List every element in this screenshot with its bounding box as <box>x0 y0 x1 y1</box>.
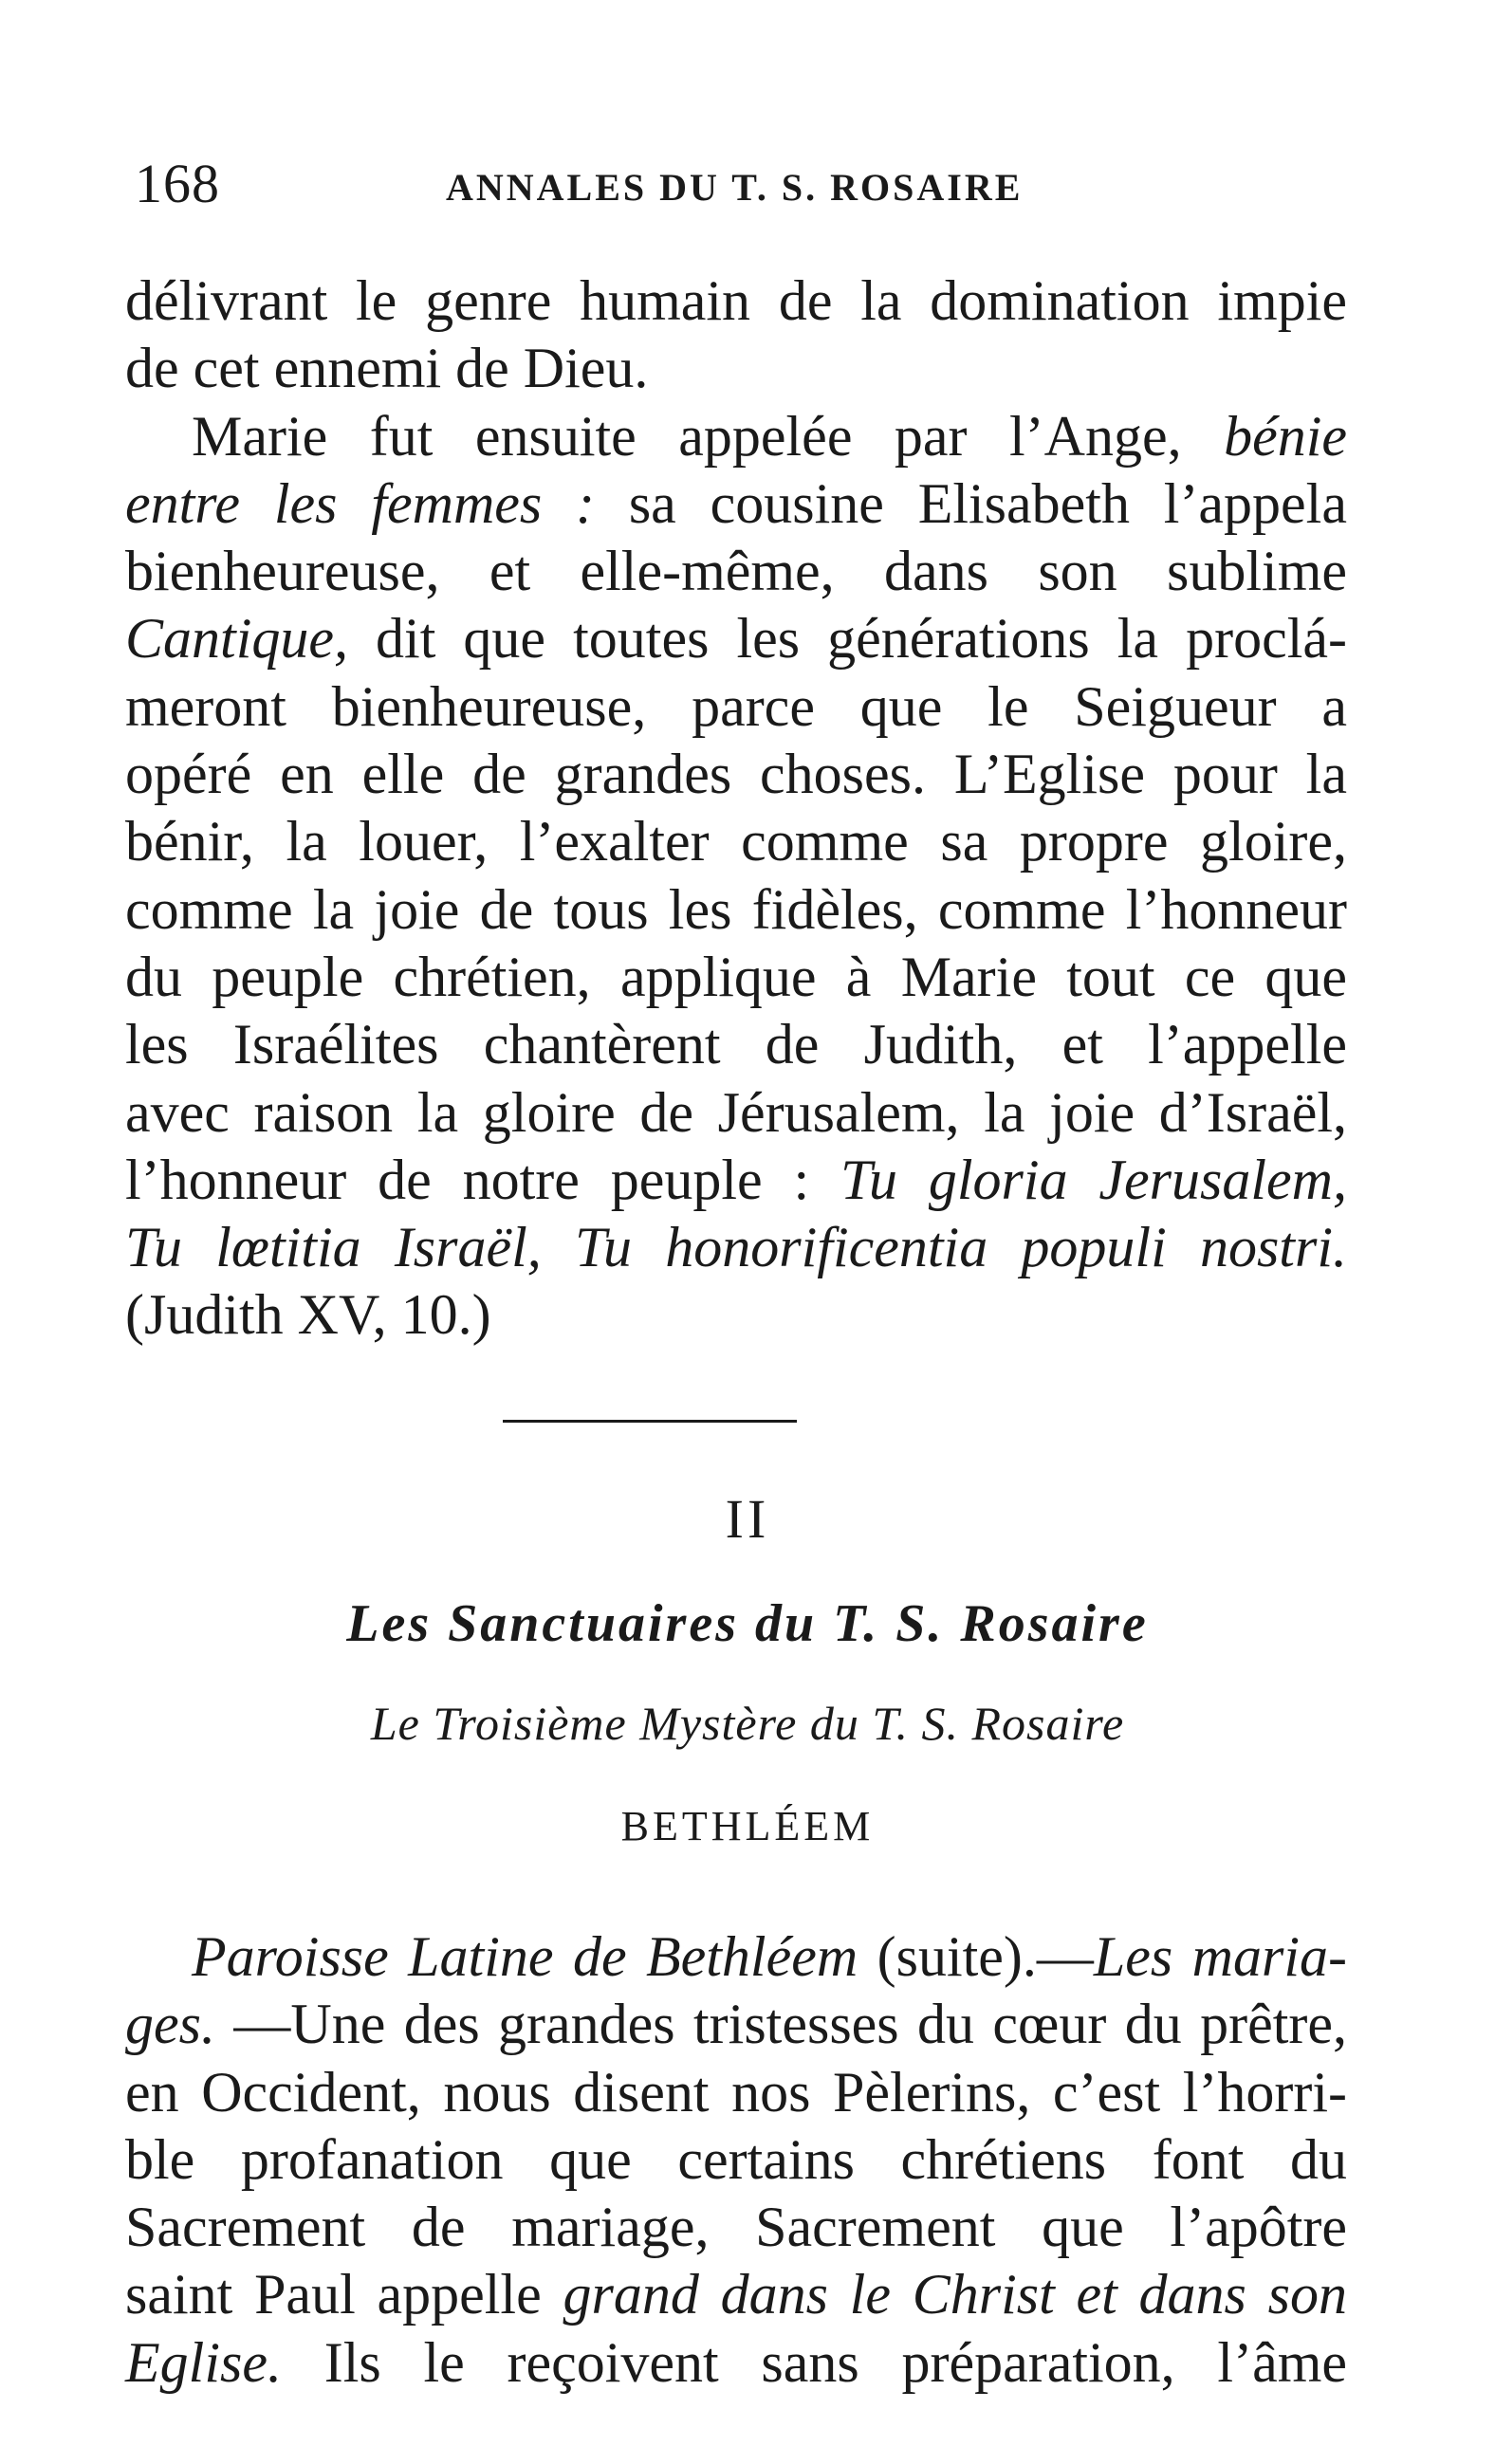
text-line: comme la joie de tous les fidèles, comme l’honneur <box>125 877 1347 941</box>
section-subtitle: Le Troisième Mystère du T. S. Rosaire <box>370 1697 1125 1750</box>
text-line: bienheureuse, et elle-même, dans son sublime <box>125 540 1347 603</box>
text-line: de cet ennemi de Dieu. <box>125 337 649 400</box>
text-line: entre les femmes : sa cousine Elisabeth l’appela <box>125 471 1347 535</box>
section-number: II <box>725 1488 770 1550</box>
text-line: du peuple chrétien, applique à Marie tout ce que <box>125 945 1347 1008</box>
text-line: Tu lœtitia Israël, Tu honorificentia populi nostri. <box>125 1216 1347 1279</box>
running-head: ANNALES DU T. S. ROSAIRE <box>446 166 1024 209</box>
text-line: meront bienheureuse, parce que le Seigueur a <box>125 674 1347 738</box>
body-text-lower <box>125 1923 1347 2397</box>
text-line: l’honneur de notre peuple : Tu gloria Jerusalem, <box>125 1148 1348 1211</box>
text-line: bénir, la louer, l’exalter comme sa propre gloire, <box>125 810 1347 873</box>
text-line: Eglise. Ils le reçoivent sans préparation, l’âme <box>125 2330 1347 2394</box>
text-line: les Israélites chantèrent de Judith, et l’appelle <box>125 1013 1347 1076</box>
text-line: ges. —Une des grandes tristesses du cœur du prêtre, <box>125 1993 1347 2056</box>
text-line: Cantique, dit que toutes les générations la proclá- <box>125 607 1347 671</box>
text-line: délivrant le genre humain de la domination impie <box>125 269 1347 332</box>
page-number: 168 <box>135 153 220 214</box>
text-line: Marie fut ensuite appelée par l’Ange, bénie <box>192 404 1347 468</box>
text-line: avec raison la gloire de Jérusalem, la joie d’Israël, <box>125 1080 1347 1144</box>
text-line: (Judith XV, 10.) <box>125 1283 491 1347</box>
text-line: Sacrement de mariage, Sacrement que l’apôtre <box>125 2196 1347 2259</box>
text-line: ble profanation que certains chrétiens font du <box>125 2127 1347 2191</box>
body-text-upper <box>125 267 1347 1350</box>
text-line: en Occident, nous disent nos Pèlerins, c’est l’horri- <box>125 2060 1347 2124</box>
text-line: saint Paul appelle grand dans le Christ et dans son <box>125 2263 1347 2326</box>
text-line: Paroisse Latine de Bethléem (suite).—Les maria- <box>192 1925 1347 1988</box>
place-heading: BETHLÉEM <box>620 1803 875 1849</box>
page-header <box>135 152 1362 228</box>
section-title: Les Sanctuaires du T. S. Rosaire <box>346 1594 1149 1653</box>
text-line: opéré en elle de grandes choses. L’Eglise pour la <box>125 743 1347 806</box>
section-divider <box>503 1420 797 1423</box>
